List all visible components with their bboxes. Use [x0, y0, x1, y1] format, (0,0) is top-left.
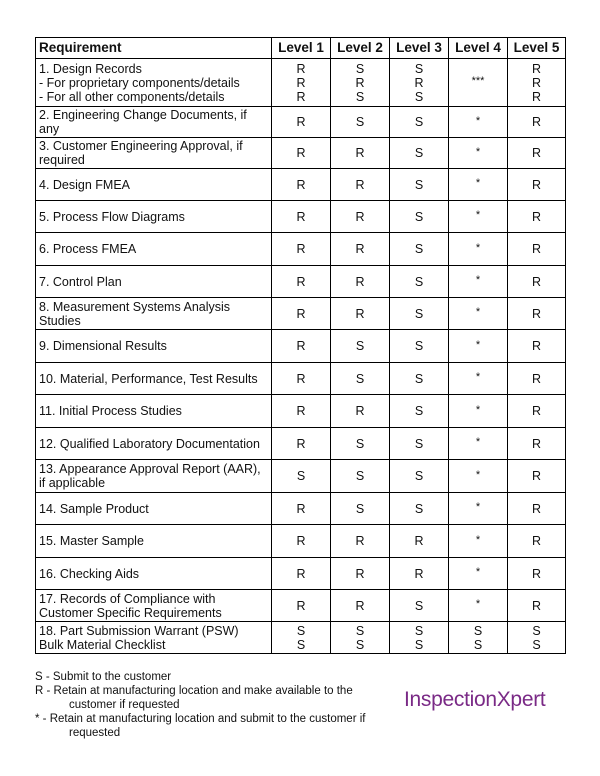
level-3-cell	[390, 525, 449, 558]
level-4-cell	[449, 266, 508, 298]
level-code: R	[531, 274, 542, 289]
level-2-cell	[331, 525, 390, 558]
level-4-cell	[449, 558, 508, 590]
level-code: S	[473, 623, 483, 638]
level-code: R	[355, 177, 365, 192]
level-5-cell	[508, 59, 566, 107]
level-code: S	[414, 469, 424, 483]
requirement-cell	[36, 59, 272, 107]
level-2-cell	[331, 59, 390, 107]
level-code: R	[414, 566, 424, 581]
level-5-cell	[508, 525, 566, 558]
requirement-text: 10. Material, Performance, Test Results	[39, 371, 258, 386]
level-code: S	[414, 306, 424, 321]
level-code: *	[475, 598, 481, 610]
level-4-cell	[449, 428, 508, 460]
requirement-text: 14. Sample Product	[39, 501, 149, 516]
level-code: S	[473, 637, 483, 652]
level-code: S	[414, 146, 424, 160]
level-2-cell	[331, 266, 390, 298]
level-2-cell	[331, 558, 390, 590]
level-code: *	[475, 566, 481, 578]
requirement-text: if applicable	[39, 476, 106, 490]
level-code: *	[475, 338, 481, 351]
level-code: R	[296, 306, 306, 321]
level-5-cell	[508, 493, 566, 525]
inspectionxpert-logo: InspectionXpert	[404, 688, 546, 711]
level-3-cell	[390, 330, 449, 363]
requirement-cell	[36, 201, 272, 233]
level-code: S	[414, 61, 424, 76]
level-code: S	[355, 623, 365, 638]
level-code: S	[414, 177, 424, 192]
legend-text: customer if requested	[69, 699, 180, 711]
level-code: R	[355, 306, 365, 321]
level-4-column-header: Level 4	[449, 38, 508, 59]
level-2-cell	[331, 107, 390, 138]
requirement-text: 5. Process Flow Diagrams	[39, 209, 185, 224]
level-code: R	[296, 501, 306, 516]
requirement-cell	[36, 298, 272, 330]
level-code: *	[475, 403, 481, 416]
level-5-cell	[508, 460, 566, 493]
level-code: R	[414, 75, 424, 90]
level-code: R	[296, 75, 306, 90]
level-4-cell	[449, 525, 508, 558]
table-row	[36, 428, 566, 460]
level-5-cell	[508, 363, 566, 395]
level-2-cell	[331, 233, 390, 266]
level-code: *	[475, 114, 481, 127]
level-code: S	[414, 209, 424, 224]
requirement-text: 8. Measurement Systems Analysis	[39, 299, 231, 314]
level-code: R	[296, 436, 306, 451]
requirement-text: - For proprietary components/details	[39, 75, 240, 90]
level-5-cell	[508, 233, 566, 266]
level-code: S	[414, 501, 424, 516]
level-code: R	[296, 371, 306, 386]
requirement-text: 4. Design FMEA	[39, 177, 131, 192]
requirement-cell	[36, 525, 272, 558]
level-code: S	[355, 371, 365, 386]
level-code: R	[531, 534, 542, 548]
table-row	[36, 169, 566, 201]
level-1-cell	[272, 169, 331, 201]
level-code: S	[355, 637, 365, 652]
legend-text: R - Retain at manufacturing location and make available to the	[35, 685, 353, 697]
level-3-cell	[390, 428, 449, 460]
level-code: R	[355, 146, 365, 160]
table-row	[36, 107, 566, 138]
level-code: R	[531, 501, 542, 516]
level-4-cell	[449, 395, 508, 428]
level-code: R	[414, 534, 424, 548]
level-2-cell	[331, 493, 390, 525]
requirement-cell	[36, 558, 272, 590]
requirement-text: 7. Control Plan	[39, 274, 122, 289]
level-code: *	[475, 145, 481, 158]
level-3-cell	[390, 460, 449, 493]
level-code: R	[296, 404, 306, 418]
level-4-cell	[449, 169, 508, 201]
level-1-cell	[272, 363, 331, 395]
level-3-cell	[390, 622, 449, 654]
level-code: *	[475, 274, 481, 286]
legend-text: requested	[69, 727, 121, 739]
level-code: R	[531, 209, 542, 224]
level-1-cell	[272, 428, 331, 460]
level-code: R	[531, 469, 542, 483]
requirement-text: 3. Customer Engineering Approval, if	[39, 139, 243, 153]
level-4-cell	[449, 363, 508, 395]
level-3-cell	[390, 169, 449, 201]
requirement-text: Bulk Material Checklist	[39, 637, 166, 652]
level-code: R	[355, 75, 365, 90]
level-code: *	[475, 177, 481, 189]
level-2-cell	[331, 330, 390, 363]
legend	[35, 670, 395, 740]
level-3-cell	[390, 266, 449, 298]
level-5-cell	[508, 266, 566, 298]
requirement-cell	[36, 266, 272, 298]
table-row	[36, 266, 566, 298]
level-5-cell	[508, 169, 566, 201]
level-5-cell	[508, 622, 566, 654]
level-code: S	[355, 339, 365, 353]
level-code: S	[414, 404, 424, 418]
level-code: R	[531, 177, 542, 192]
level-5-cell	[508, 138, 566, 169]
level-3-column-header: Level 3	[390, 38, 449, 59]
requirement-text: 15. Master Sample	[39, 534, 144, 548]
level-code: S	[414, 637, 424, 652]
level-code: R	[296, 566, 306, 581]
level-code: R	[296, 61, 306, 76]
level-5-cell	[508, 590, 566, 622]
level-code: S	[414, 623, 424, 638]
level-1-cell	[272, 59, 331, 107]
level-5-cell	[508, 395, 566, 428]
level-2-cell	[331, 363, 390, 395]
level-code: R	[296, 339, 306, 353]
level-code: R	[531, 75, 542, 90]
requirement-cell	[36, 590, 272, 622]
level-1-column-header: Level 1	[272, 38, 331, 59]
table-row	[36, 622, 566, 654]
requirement-cell	[36, 493, 272, 525]
level-3-cell	[390, 493, 449, 525]
level-5-cell	[508, 298, 566, 330]
level-code: R	[531, 89, 542, 104]
table-row	[36, 298, 566, 330]
level-1-cell	[272, 590, 331, 622]
level-2-cell	[331, 138, 390, 169]
level-code: R	[355, 242, 365, 256]
level-code: *	[480, 75, 485, 87]
level-code: S	[355, 501, 365, 516]
level-code: S	[296, 623, 306, 638]
level-4-cell	[449, 233, 508, 266]
level-code: S	[414, 242, 424, 256]
table-row	[36, 363, 566, 395]
level-code: S	[355, 436, 365, 451]
level-3-cell	[390, 233, 449, 266]
table-row	[36, 395, 566, 428]
requirement-cell	[36, 363, 272, 395]
requirement-text: 2. Engineering Change Documents, if	[39, 108, 247, 122]
level-code: R	[296, 242, 306, 256]
level-code: S	[414, 436, 424, 451]
level-2-cell	[331, 590, 390, 622]
table-row	[36, 59, 566, 107]
level-code: R	[355, 209, 365, 224]
level-4-cell	[449, 59, 508, 107]
level-4-cell	[449, 107, 508, 138]
requirement-text: 1. Design Records	[39, 61, 142, 76]
level-code: S	[414, 89, 424, 104]
level-4-cell	[449, 201, 508, 233]
level-2-cell	[331, 298, 390, 330]
level-4-cell	[449, 622, 508, 654]
level-code: S	[296, 469, 306, 483]
requirement-text: Customer Specific Requirements	[39, 605, 222, 620]
table-row	[36, 525, 566, 558]
level-5-cell	[508, 107, 566, 138]
level-code: R	[531, 146, 542, 160]
table-row	[36, 493, 566, 525]
requirement-text: 9. Dimensional Results	[39, 339, 167, 353]
level-code: R	[296, 598, 306, 613]
level-code: R	[296, 146, 306, 160]
requirement-cell	[36, 622, 272, 654]
level-1-cell	[272, 558, 331, 590]
level-code: R	[296, 115, 306, 129]
requirement-text: 16. Checking Aids	[39, 566, 140, 581]
requirement-text: 18. Part Submission Warrant (PSW)	[39, 623, 239, 638]
level-5-cell	[508, 201, 566, 233]
level-1-cell	[272, 330, 331, 363]
level-4-cell	[449, 138, 508, 169]
level-code: *	[475, 468, 481, 481]
level-3-cell	[390, 59, 449, 107]
level-code: S	[532, 637, 541, 652]
level-code: R	[531, 115, 542, 129]
level-3-cell	[390, 590, 449, 622]
level-code: R	[355, 598, 365, 613]
level-1-cell	[272, 138, 331, 169]
requirement-cell	[36, 169, 272, 201]
level-code: R	[531, 242, 542, 256]
requirement-text: 6. Process FMEA	[39, 242, 137, 256]
table-row	[36, 201, 566, 233]
level-code: *	[475, 306, 481, 318]
level-code: R	[296, 89, 306, 104]
level-1-cell	[272, 493, 331, 525]
level-4-cell	[449, 330, 508, 363]
requirement-cell	[36, 395, 272, 428]
level-code: R	[296, 274, 306, 289]
level-code: R	[531, 404, 542, 418]
level-code: R	[531, 306, 542, 321]
requirement-cell	[36, 428, 272, 460]
level-code: R	[531, 61, 542, 76]
level-code: R	[355, 274, 365, 289]
requirement-text: required	[39, 153, 85, 167]
level-1-cell	[272, 622, 331, 654]
level-code: S	[414, 598, 424, 613]
level-2-cell	[331, 169, 390, 201]
level-1-cell	[272, 266, 331, 298]
level-2-cell	[331, 622, 390, 654]
level-3-cell	[390, 363, 449, 395]
level-code: S	[355, 469, 365, 483]
level-code: S	[414, 371, 424, 386]
level-code: *	[471, 75, 476, 87]
level-1-cell	[272, 298, 331, 330]
requirement-text: 13. Appearance Approval Report (AAR),	[39, 462, 261, 476]
level-code: *	[475, 209, 481, 221]
level-code: S	[296, 637, 306, 652]
level-5-cell	[508, 330, 566, 363]
requirement-text: - For all other components/details	[39, 89, 225, 104]
level-1-cell	[272, 233, 331, 266]
level-3-cell	[390, 395, 449, 428]
requirement-cell	[36, 330, 272, 363]
level-code: R	[296, 534, 306, 548]
level-code: R	[355, 566, 365, 581]
level-1-cell	[272, 201, 331, 233]
requirement-cell	[36, 233, 272, 266]
level-code: R	[531, 436, 542, 451]
requirement-cell	[36, 138, 272, 169]
level-code: R	[531, 371, 542, 386]
requirement-cell	[36, 460, 272, 493]
level-code: *	[475, 533, 481, 546]
table-row	[36, 558, 566, 590]
level-2-column-header: Level 2	[331, 38, 390, 59]
level-1-cell	[272, 395, 331, 428]
level-4-cell	[449, 590, 508, 622]
level-code: R	[531, 566, 542, 581]
level-code: S	[532, 623, 541, 638]
level-code: *	[475, 371, 481, 383]
table-header-row	[36, 38, 566, 59]
requirement-text: 17. Records of Compliance with	[39, 591, 216, 606]
level-code: R	[531, 339, 542, 353]
level-code: *	[475, 241, 481, 254]
level-4-cell	[449, 460, 508, 493]
level-code: S	[355, 89, 365, 104]
requirement-column-header: Requirement	[36, 38, 272, 59]
level-3-cell	[390, 201, 449, 233]
level-2-cell	[331, 460, 390, 493]
level-code: *	[475, 436, 481, 448]
level-4-cell	[449, 493, 508, 525]
level-3-cell	[390, 107, 449, 138]
level-5-column-header: Level 5	[508, 38, 566, 59]
level-5-cell	[508, 428, 566, 460]
level-code: R	[355, 534, 365, 548]
level-2-cell	[331, 395, 390, 428]
legend-text: S - Submit to the customer	[35, 671, 172, 683]
level-code: R	[296, 209, 306, 224]
level-3-cell	[390, 138, 449, 169]
table-row	[36, 460, 566, 493]
level-3-cell	[390, 298, 449, 330]
legend-text: * - Retain at manufacturing location and submit to the customer if	[35, 713, 366, 725]
requirement-cell	[36, 107, 272, 138]
level-code: S	[414, 339, 424, 353]
requirement-text: Studies	[39, 313, 81, 328]
table-row	[36, 330, 566, 363]
table-row	[36, 233, 566, 266]
level-code: S	[414, 274, 424, 289]
level-5-cell	[508, 558, 566, 590]
level-3-cell	[390, 558, 449, 590]
level-code: S	[414, 115, 424, 129]
requirement-text: 12. Qualified Laboratory Documentation	[39, 436, 260, 451]
level-1-cell	[272, 460, 331, 493]
level-4-cell	[449, 298, 508, 330]
level-2-cell	[331, 201, 390, 233]
table-row	[36, 138, 566, 169]
level-code: R	[296, 177, 306, 192]
level-code: R	[355, 404, 365, 418]
requirement-text: 11. Initial Process Studies	[39, 404, 182, 418]
table-row	[36, 590, 566, 622]
level-code: *	[475, 75, 481, 87]
requirement-text: any	[39, 122, 60, 136]
level-code: *	[475, 501, 481, 513]
level-1-cell	[272, 525, 331, 558]
level-code: S	[355, 61, 365, 76]
level-code: R	[531, 598, 542, 613]
level-2-cell	[331, 428, 390, 460]
level-code: S	[355, 115, 365, 129]
level-1-cell	[272, 107, 331, 138]
ppap-requirements-table	[35, 37, 566, 654]
